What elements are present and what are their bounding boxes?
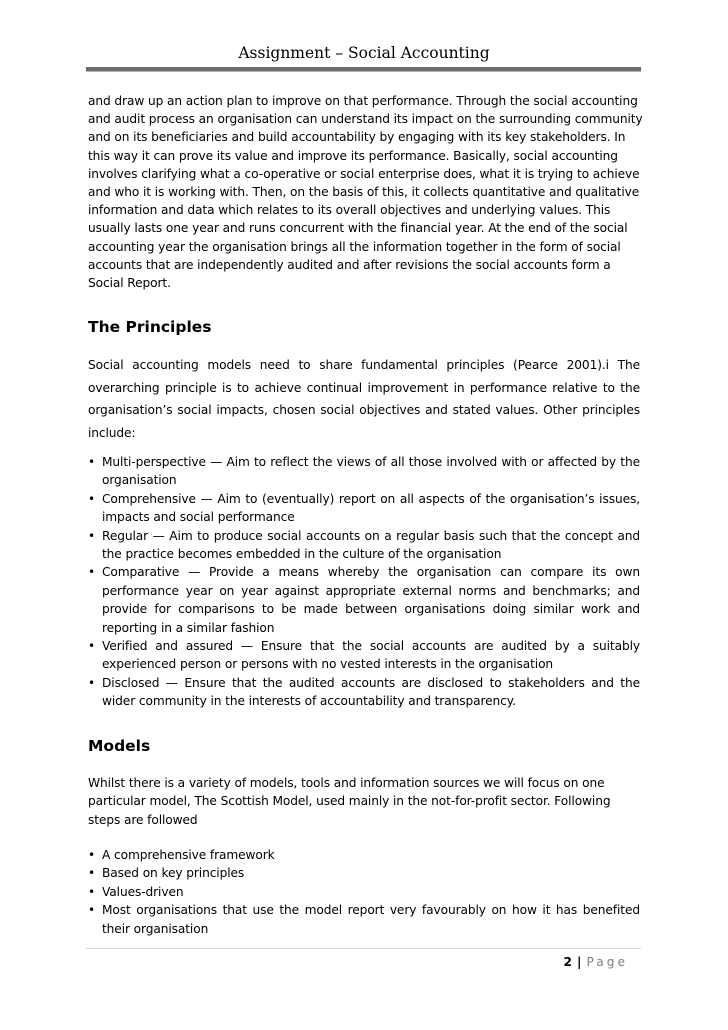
bullet-icon: • xyxy=(88,848,96,862)
list-item xyxy=(88,674,640,711)
bullet-icon: • xyxy=(88,675,96,690)
models-paragraph: Whilst there is a variety of models, tools and information sources we will focus on one particular model, The Scottish Model, used mainly in the not-for-profit sector. Following steps are followed xyxy=(88,776,611,827)
list-item xyxy=(88,864,640,882)
header-rule xyxy=(86,67,641,72)
principles-list xyxy=(88,453,640,711)
principles-heading: The Principles xyxy=(88,318,212,336)
list-item-text: Regular — Aim to produce social accounts on a regular basis such that the concept and the practice becomes embedded in the culture of the organisation xyxy=(102,528,640,562)
bullet-icon: • xyxy=(88,884,96,899)
list-item xyxy=(88,563,640,637)
footer-separator: | xyxy=(577,955,582,969)
list-item xyxy=(88,490,640,527)
header-title: Assignment – Social Accounting xyxy=(238,44,490,62)
bullet-icon: • xyxy=(88,491,96,506)
list-item xyxy=(88,901,640,938)
list-item xyxy=(88,453,640,490)
list-item-text: A comprehensive framework xyxy=(102,848,275,862)
list-item-text: Comprehensive — Aim to (eventually) report on all aspects of the organisation’s issues, impacts and social performance xyxy=(102,491,640,525)
list-item-text: Based on key principles xyxy=(102,866,245,881)
list-item-text: Values-driven xyxy=(102,884,184,899)
list-item xyxy=(88,527,640,564)
list-item xyxy=(88,846,640,864)
bullet-icon: • xyxy=(88,565,96,580)
principles-paragraph: Social accounting models need to share fundamental principles (Pearce 2001).i The overarching principle is to achieve continual improvement in performance relative to the organisation’s social impacts, chosen social objectives and stated values. Other principles include: xyxy=(88,358,640,440)
models-list xyxy=(88,846,640,938)
list-item-text: Verified and assured — Ensure that the social accounts are audited by a suitably experienced person or persons with no vested interests in the organisation xyxy=(102,639,640,672)
bullet-icon: • xyxy=(88,903,96,918)
list-item-text: Most organisations that use the model report very favourably on how it has benefited their organisation xyxy=(102,903,640,936)
list-item xyxy=(88,637,640,674)
bullet-icon: • xyxy=(88,866,96,881)
page-footer xyxy=(460,955,628,969)
list-item-text: Comparative — Provide a means whereby the organisation can compare its own performance year on year against appropriate external norms and benchmarks; and provide for comparisons to be made between organisations doing similar work and reporting in a similar fashion xyxy=(102,565,640,635)
list-item xyxy=(88,883,640,901)
intro-paragraph: and draw up an action plan to improve on that performance. Through the social accounting and audit process an organisation can understand its impact on the surrounding community and on its beneficiaries and build accountability by engaging with its key stakeholders. In this way it can prove its value and improve its performance. Basically, social accounting involves clarifying what a co-operative or social enterprise does, what it is trying to achieve and who it is working with. Then, on the basis of this, it collects quantitative and qualitative information and data which relates to its overall objectives and underlying values. This usually lasts one year and runs concurrent with the financial year. At the end of the social accounting year the organisation brings all the information together in the form of social accounts that are independently audited and after revisions the social accounts form a Social Report. xyxy=(88,94,643,291)
models-heading: Models xyxy=(88,737,151,755)
bullet-icon: • xyxy=(88,528,96,543)
bullet-icon: • xyxy=(88,639,96,654)
bullet-icon: • xyxy=(88,455,96,469)
footer-rule xyxy=(86,948,641,949)
list-item-text: Multi-perspective — Aim to reflect the views of all those involved with or affected by the organisation xyxy=(102,455,640,488)
page-label: Page xyxy=(586,955,628,969)
page-number: 2 xyxy=(563,955,573,969)
list-item-text: Disclosed — Ensure that the audited accounts are disclosed to stakeholders and the wider community in the interests of accountability and transparency. xyxy=(102,675,640,709)
